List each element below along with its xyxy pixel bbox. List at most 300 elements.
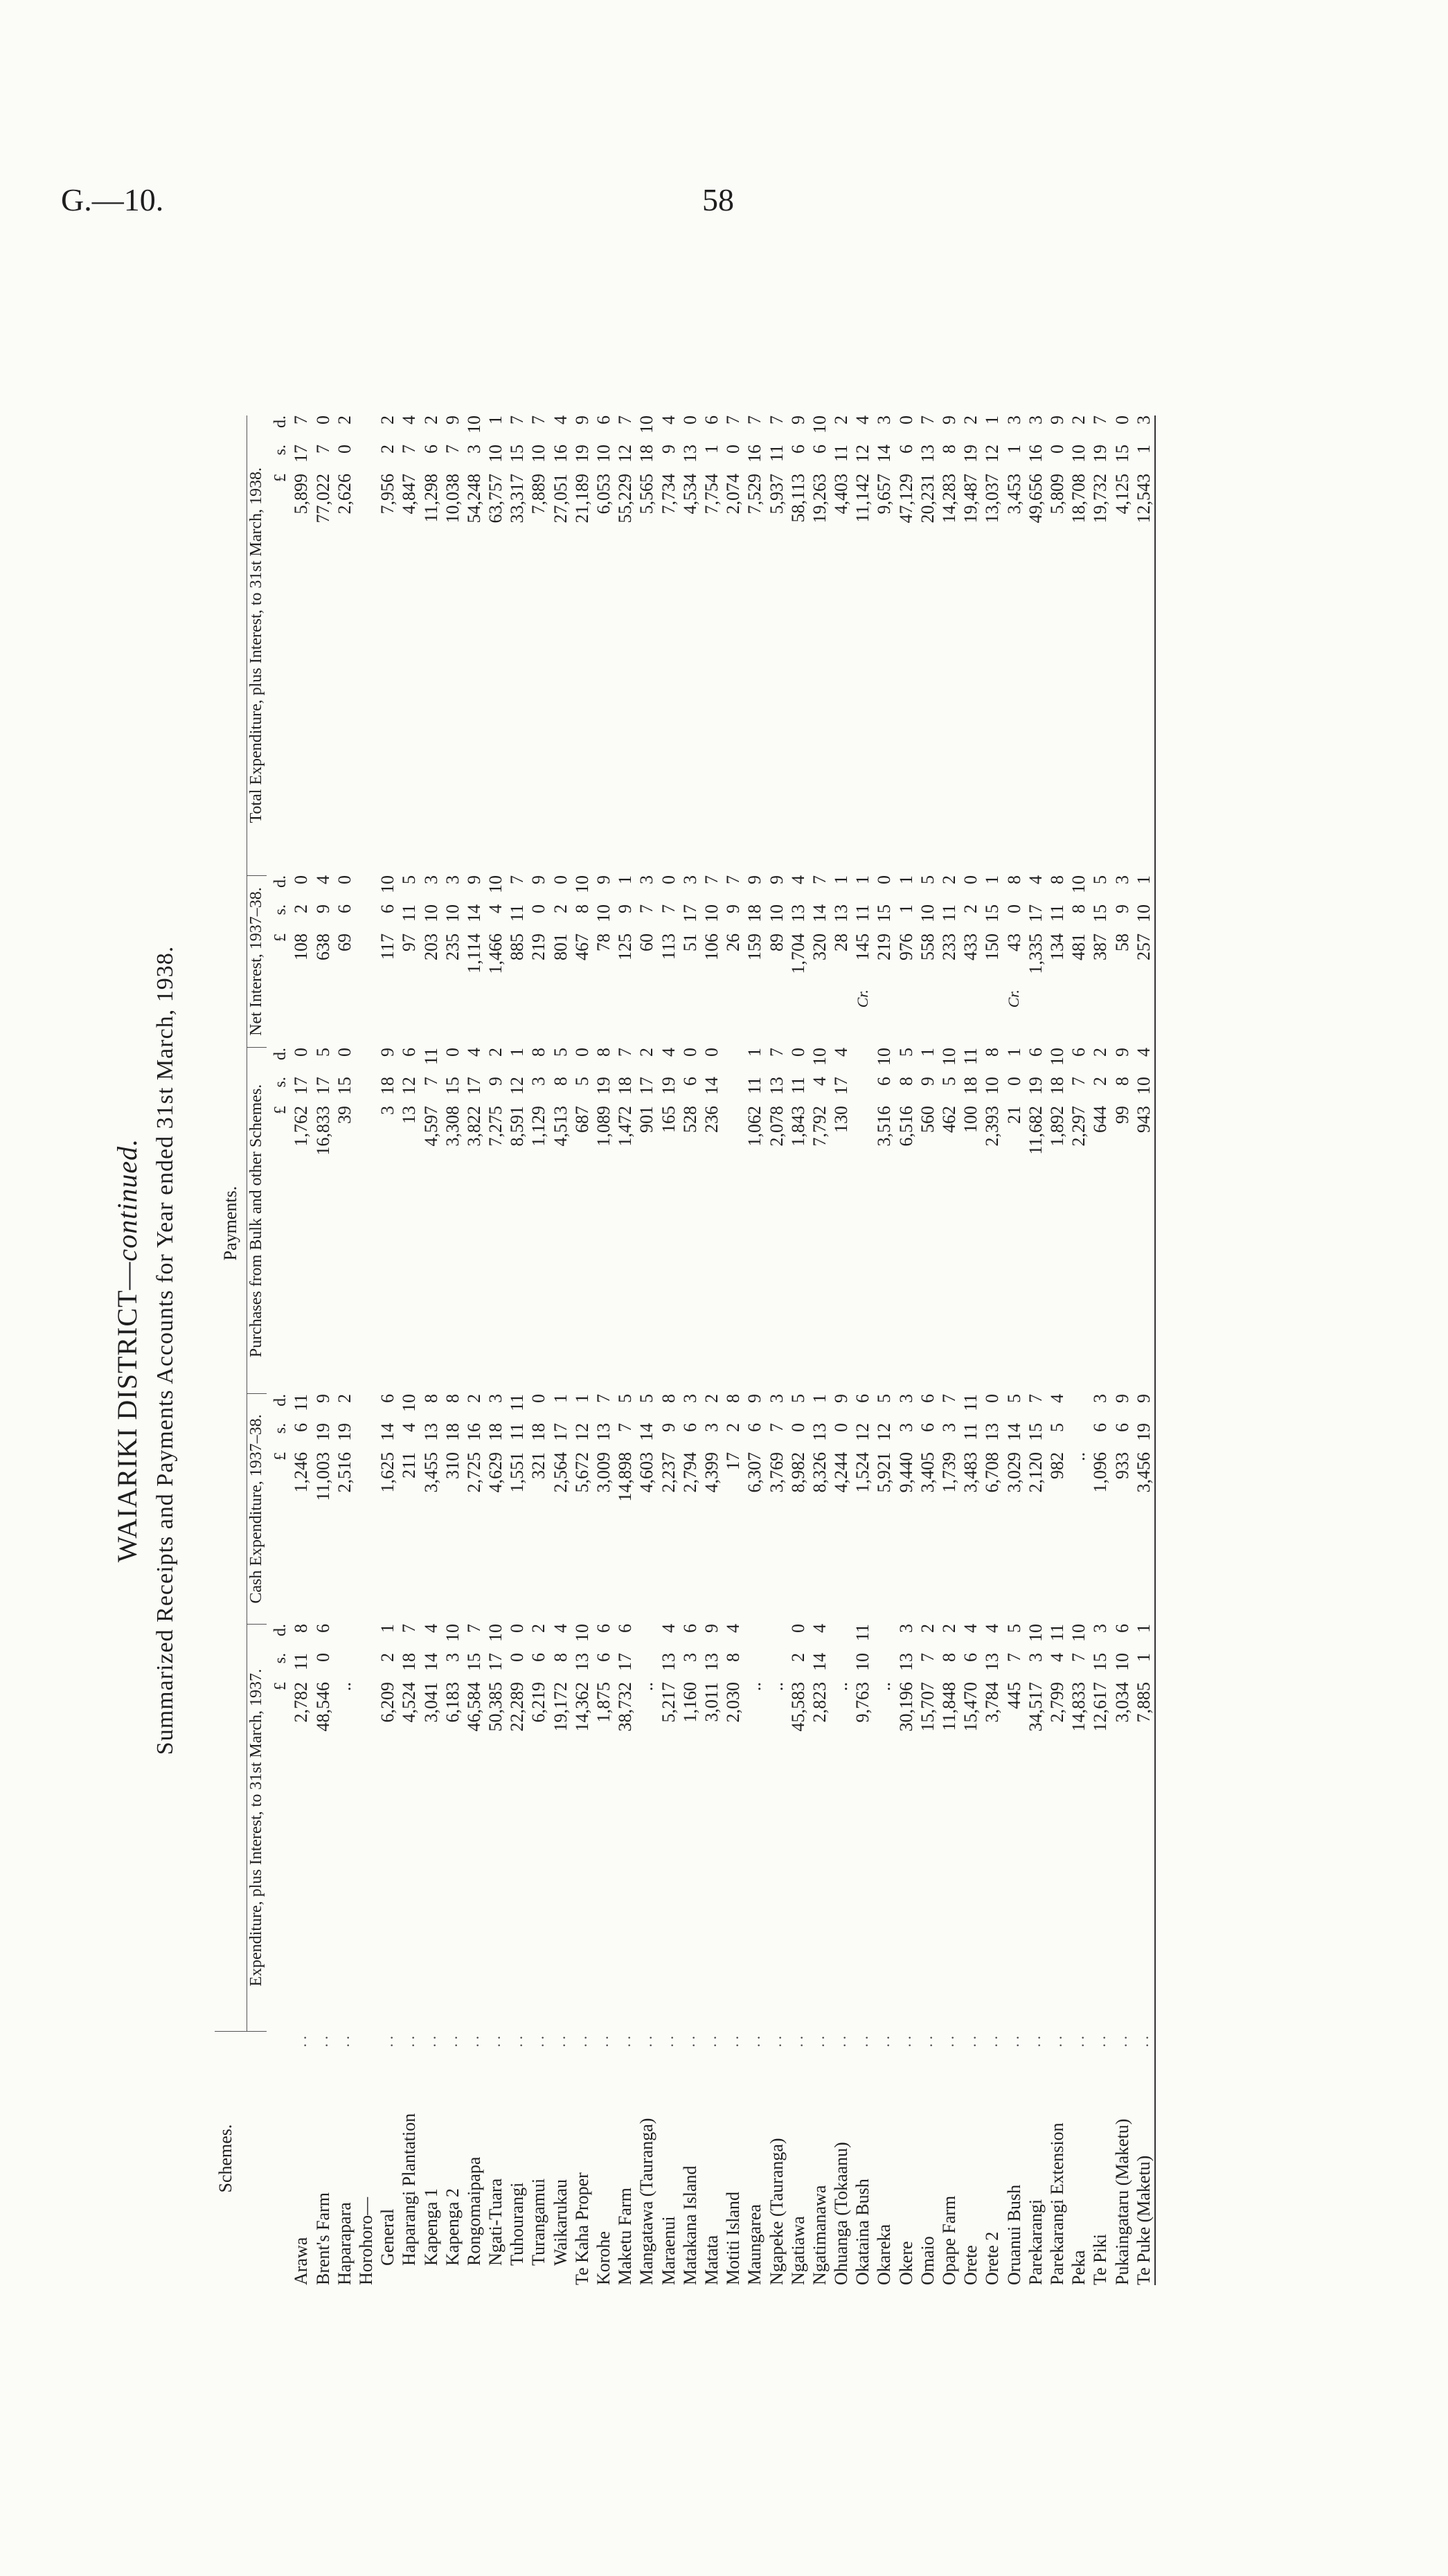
spacer: [787, 1366, 809, 1394]
total-pounds: 18,708: [1069, 474, 1089, 524]
scheme-name: General: [377, 2208, 398, 2266]
exp-shillings: 11: [291, 1653, 312, 1671]
exp-pounds: 9,763: [852, 1682, 873, 1723]
cash-shillings: 12: [571, 1422, 592, 1441]
spacer: [744, 1596, 765, 1624]
purch-pounds: 39: [334, 1106, 355, 1124]
exp-pence: 10: [485, 1624, 506, 1643]
interest-pounds: 467: [571, 933, 592, 961]
spacer: [981, 1020, 1003, 1048]
total-shillings: 19: [960, 445, 981, 463]
interest-shillings: 1: [895, 904, 916, 914]
exp-pence: 4: [723, 1624, 744, 1634]
spacer: [766, 1596, 787, 1624]
cash-pence: 1: [809, 1393, 830, 1403]
exp-pence: 4: [420, 1624, 441, 1634]
purch-pounds: 1,062: [744, 1106, 765, 1147]
table-row: [485, 415, 506, 2285]
scheme-name: Orete 2: [982, 2231, 1003, 2285]
table-row: [809, 415, 830, 2285]
total-shillings: 7: [442, 445, 463, 454]
spacer: [593, 2004, 614, 2032]
credit-mark: [420, 990, 442, 1020]
interest-pence: 4: [1025, 875, 1046, 885]
spacer: [658, 848, 679, 875]
interest-pounds: 1,466: [485, 933, 506, 974]
scheme-name: Arawa: [291, 2237, 312, 2285]
purch-pence: 4: [831, 1048, 852, 1057]
spacer: [960, 1366, 981, 1394]
total-shillings: 13: [679, 445, 700, 463]
credit-mark: [766, 990, 787, 1020]
exp-pence: [355, 1624, 377, 1653]
total-shillings: 19: [571, 445, 592, 463]
cash-pounds: 17: [723, 1451, 744, 1470]
exp-pounds: 1,875: [593, 1682, 614, 1723]
cash-shillings: 5: [1046, 1422, 1067, 1432]
exp-pounds: ..: [874, 1682, 895, 1692]
leader-dots: . .: [335, 2035, 353, 2048]
cash-pence: 0: [982, 1393, 1003, 1403]
purch-pounds: 687: [571, 1106, 592, 1133]
cash-pence: [355, 1394, 377, 1423]
purch-pence: 2: [485, 1048, 506, 1057]
spacer: [960, 1596, 981, 1624]
total-pounds: 7,754: [701, 474, 722, 515]
cash-pounds: 2,794: [679, 1451, 700, 1493]
table-row: [1046, 415, 1068, 2285]
scheme-name: Opape Farm: [939, 2195, 960, 2285]
credit-mark: [938, 990, 960, 1020]
interest-pence: 0: [658, 875, 679, 885]
purch-pounds: 16,833: [312, 1106, 333, 1156]
total-pounds: 33,317: [507, 474, 528, 524]
purch-pence: 1: [917, 1048, 938, 1057]
spacer: [981, 1596, 1003, 1624]
exp-shillings: 3: [679, 1653, 700, 1663]
purch-pence: 5: [895, 1048, 916, 1057]
scheme-name: Tuhourangi: [507, 2182, 528, 2266]
purch-pounds: 462: [939, 1106, 960, 1133]
leader-dots: . .: [1004, 2035, 1022, 2048]
exp-pounds: 50,385: [485, 1682, 506, 1732]
exp-pounds: ..: [636, 1682, 657, 1692]
cash-shillings: [1068, 1423, 1089, 1452]
purch-shillings: 12: [399, 1077, 420, 1095]
total-pounds: 6,053: [593, 474, 614, 515]
spacer: [1089, 848, 1111, 875]
spacer: [679, 1366, 701, 1394]
cash-pounds: 2,564: [550, 1451, 571, 1493]
purch-pence: 1: [507, 1048, 528, 1057]
credit-mark: [701, 990, 722, 1020]
purch-pounds: 560: [917, 1106, 938, 1133]
total-shillings: 16: [550, 445, 571, 463]
exp-pence: 5: [1003, 1624, 1024, 1634]
purch-pence: 8: [982, 1048, 1003, 1057]
total-pounds: 13,037: [982, 474, 1003, 524]
spacer: [334, 1366, 355, 1394]
exp-pence: 10: [1069, 1624, 1089, 1643]
col-header-total: Total Expenditure, plus Interest, to 31st March, 1938.: [247, 415, 267, 875]
interest-shillings: 14: [809, 904, 830, 923]
interest-pounds: 638: [312, 933, 333, 961]
spacer: [528, 2004, 549, 2032]
spacer: [917, 848, 938, 875]
purch-shillings: 5: [939, 1077, 960, 1086]
leader-dots: . .: [961, 2035, 979, 2048]
interest-pence: 9: [528, 875, 549, 885]
cash-pounds: 2,725: [463, 1451, 484, 1493]
scheme-name: Pukaingataru (Maketu): [1111, 2118, 1132, 2285]
spacer: [377, 1366, 398, 1394]
exp-shillings: 7: [1069, 1653, 1089, 1663]
total-pounds: 20,231: [917, 474, 938, 524]
table-row: [1068, 415, 1089, 2285]
exp-shillings: 15: [463, 1653, 484, 1672]
payments-header: Payments.: [215, 415, 247, 2032]
purch-pence: [355, 1048, 377, 1077]
leader-dots: . .: [637, 2035, 655, 2048]
exp-pence: [334, 1624, 355, 1653]
cash-shillings: 11: [507, 1422, 528, 1441]
cash-shillings: 13: [809, 1422, 830, 1441]
spacer: [1133, 848, 1155, 875]
spacer: [463, 1020, 485, 1048]
spacer: [701, 1596, 722, 1624]
purch-pence: 4: [658, 1048, 679, 1057]
interest-pounds: 117: [377, 933, 398, 960]
exp-pence: 1: [377, 1624, 398, 1634]
spacer: [420, 1366, 442, 1394]
interest-pounds: 51: [679, 933, 700, 952]
interest-shillings: 10: [917, 904, 938, 923]
cash-pence: 8: [658, 1393, 679, 1403]
leader-dots: . .: [681, 2035, 699, 2048]
spacer: [334, 848, 355, 875]
total-shillings: 15: [507, 445, 528, 463]
spacer: [1068, 2004, 1089, 2032]
cash-pounds: 3,455: [420, 1451, 441, 1493]
credit-mark: [1025, 990, 1046, 1020]
total-pence: 7: [766, 415, 787, 424]
interest-pounds: 320: [809, 933, 830, 961]
total-pounds: 11,298: [420, 474, 441, 523]
total-shillings: 6: [787, 445, 808, 454]
purch-pounds: 236: [701, 1106, 722, 1133]
rotated-table-block: [111, 415, 1240, 2285]
exp-shillings: [355, 1653, 377, 1682]
total-shillings: 6: [809, 445, 830, 454]
exp-shillings: 13: [571, 1653, 592, 1672]
total-shillings: 10: [593, 445, 614, 463]
cash-pence: 0: [528, 1393, 549, 1403]
purch-shillings: 18: [615, 1077, 636, 1095]
interest-pounds: 801: [550, 933, 571, 961]
exp-pounds: ..: [831, 1682, 852, 1692]
total-pounds: 19,732: [1090, 474, 1111, 524]
purch-pounds: 100: [960, 1106, 981, 1133]
interest-shillings: 15: [1090, 904, 1111, 923]
interest-pounds: [355, 933, 377, 990]
purch-pence: 7: [615, 1048, 636, 1057]
interest-pence: 7: [723, 875, 744, 885]
scheme-name: Ngati-Tuara: [485, 2178, 506, 2266]
interest-pounds: 885: [507, 933, 528, 961]
cash-pence: 8: [442, 1393, 463, 1403]
purch-pounds: 8,591: [507, 1106, 528, 1147]
interest-pence: 0: [960, 875, 981, 885]
purch-shillings: 11: [787, 1077, 808, 1095]
spacer: [312, 2004, 334, 2032]
spacer: [442, 1596, 463, 1624]
leader-dots: . .: [1091, 2035, 1109, 2048]
interest-pence: 10: [571, 875, 592, 894]
purch-pounds: 11,682: [1025, 1106, 1046, 1155]
total-pounds: 77,022: [312, 474, 333, 524]
purch-shillings: 17: [312, 1077, 333, 1095]
exp-shillings: 8: [939, 1653, 960, 1663]
purch-pounds: 1,762: [291, 1106, 312, 1147]
interest-shillings: 7: [636, 904, 657, 914]
cash-pence: 10: [399, 1393, 420, 1412]
spacer: [744, 1020, 765, 1048]
cash-shillings: 18: [485, 1422, 506, 1441]
cash-pence: 3: [895, 1393, 916, 1403]
spacer: [463, 848, 485, 875]
spacer: [1025, 2004, 1046, 2032]
spacer: [463, 2004, 485, 2032]
purch-shillings: 5: [571, 1077, 592, 1086]
cash-shillings: 3: [939, 1422, 960, 1432]
spacer: [593, 1596, 614, 1624]
credit-mark: [593, 990, 614, 1020]
table-row: [679, 415, 701, 2285]
scheme-name: Ngapeke (Tauranga): [766, 2138, 787, 2285]
interest-shillings: 11: [852, 904, 873, 922]
interest-pence: 4: [787, 875, 808, 885]
interest-shillings: 0: [1003, 904, 1024, 914]
exp-pounds: 22,289: [507, 1682, 528, 1732]
interest-shillings: 8: [571, 904, 592, 914]
interest-pence: 1: [982, 875, 1003, 885]
cash-pence: 5: [636, 1393, 657, 1403]
spacer: [312, 1596, 334, 1624]
total-shillings: 16: [744, 445, 765, 463]
leader-dots: . .: [1069, 2035, 1087, 2048]
purch-shillings: 7: [1069, 1077, 1089, 1086]
spacer: [571, 1596, 593, 1624]
interest-pounds: 97: [399, 933, 420, 952]
spacer: [420, 848, 442, 875]
total-shillings: 10: [528, 445, 549, 463]
exp-shillings: 8: [723, 1653, 744, 1663]
interest-pence: 5: [399, 875, 420, 885]
purch-shillings: 9: [917, 1077, 938, 1086]
interest-pence: 7: [701, 875, 722, 885]
purch-pounds: 3,308: [442, 1106, 463, 1147]
total-shillings: 16: [1025, 445, 1046, 463]
interest-pence: 2: [939, 875, 960, 885]
exp-pence: 4: [658, 1624, 679, 1634]
spacer: [442, 848, 463, 875]
interest-pence: 9: [744, 875, 765, 885]
purch-shillings: 10: [1133, 1077, 1155, 1106]
exp-pounds: 2,030: [723, 1682, 744, 1723]
exp-pence: [873, 1624, 895, 1653]
spacer: [636, 1596, 657, 1624]
purch-pence: 4: [463, 1048, 484, 1057]
interest-pence: 3: [679, 875, 700, 885]
cash-pence: 6: [377, 1393, 398, 1403]
table-row: [593, 415, 614, 2285]
scheme-name: Kapenga 1: [420, 2188, 441, 2266]
purch-pounds: 2,297: [1069, 1106, 1089, 1147]
credit-mark: [377, 990, 398, 1020]
total-pence: 7: [1090, 415, 1111, 424]
total-pence: 3: [1003, 415, 1024, 424]
interest-shillings: 15: [874, 904, 895, 923]
cash-pounds: ..: [1069, 1451, 1089, 1461]
cash-shillings: 11: [960, 1422, 981, 1441]
purch-pence: 11: [420, 1048, 441, 1066]
interest-pounds: 106: [701, 933, 722, 961]
purch-pounds: 130: [831, 1106, 852, 1133]
table-row: [830, 415, 852, 2285]
total-pence: 4: [399, 415, 420, 424]
spacer: [334, 2004, 355, 2032]
exp-shillings: 0: [507, 1653, 528, 1663]
purch-pounds: 13: [399, 1106, 420, 1124]
spacer: [506, 1596, 528, 1624]
spacer: [442, 2004, 463, 2032]
cash-pounds: 6,307: [744, 1451, 765, 1493]
purch-pence: 5: [312, 1048, 333, 1057]
spacer: [1111, 848, 1133, 875]
spacer: [355, 2004, 377, 2032]
cash-pence: 11: [291, 1393, 312, 1412]
credit-mark: [917, 990, 938, 1020]
table-row: [571, 415, 593, 2285]
total-shillings: 12: [982, 445, 1003, 463]
exp-pounds: 2,823: [809, 1682, 830, 1723]
interest-pounds: 145: [852, 933, 873, 961]
total-shillings: 7: [399, 445, 420, 454]
total-shillings: 2: [377, 445, 398, 454]
total-pence: 10: [809, 415, 830, 433]
purch-pence: 2: [1090, 1048, 1111, 1057]
interest-shillings: 10: [442, 904, 463, 923]
interest-pence: 7: [507, 875, 528, 885]
spacer: [593, 1366, 614, 1394]
total-shillings: 0: [1046, 445, 1067, 454]
exp-shillings: 2: [787, 1653, 808, 1663]
credit-mark: [571, 990, 593, 1020]
exp-shillings: [873, 1653, 895, 1682]
cash-shillings: 17: [550, 1422, 571, 1441]
scheme-name: Mangatawa (Tauranga): [636, 2118, 657, 2285]
total-shillings: [355, 445, 377, 474]
cash-shillings: 6: [1111, 1422, 1132, 1432]
interest-shillings: 9: [615, 904, 636, 914]
exp-shillings: 6: [960, 1653, 981, 1663]
spacer: [1068, 1596, 1089, 1624]
scheme-name: Te Kaha Proper: [571, 2172, 592, 2285]
total-pence: 7: [528, 415, 549, 424]
cash-shillings: 14: [1003, 1422, 1024, 1441]
credit-mark: [550, 990, 571, 1020]
interest-pence: 9: [766, 875, 787, 885]
cash-pounds: 3,483: [960, 1451, 981, 1493]
exp-pounds: ..: [334, 1682, 355, 1692]
scheme-name: Matata: [701, 2235, 722, 2285]
leader-dots: . .: [573, 2035, 591, 2048]
spacer: [485, 1020, 506, 1048]
spacer: [1133, 1596, 1155, 1624]
exp-pounds: 5,217: [658, 1682, 679, 1723]
cash-pounds: 933: [1111, 1451, 1132, 1479]
cash-shillings: 13: [982, 1422, 1003, 1441]
spacer: [528, 848, 549, 875]
interest-shillings: 6: [334, 904, 355, 914]
cash-pounds: 3,456: [1133, 1452, 1155, 1596]
cash-pounds: 1,524: [852, 1451, 873, 1493]
spacer: [830, 848, 852, 875]
table-row: [722, 415, 744, 2285]
purch-shillings: 19: [1025, 1077, 1046, 1095]
spacer: [852, 848, 873, 875]
total-shillings: 1: [1003, 445, 1024, 454]
interest-pence: 0: [874, 875, 895, 885]
table-row: [981, 415, 1003, 2285]
exp-pence: 2: [528, 1624, 549, 1634]
table-row: [355, 415, 377, 2285]
total-shillings: 7: [312, 445, 333, 454]
purch-pence: 4: [1133, 1048, 1155, 1077]
scheme-name: Matakana Island: [679, 2165, 700, 2285]
total-pounds: 12,543: [1133, 474, 1155, 848]
purch-pounds: 1,472: [615, 1106, 636, 1147]
table-row: [917, 415, 938, 2285]
total-shillings: 19: [1090, 445, 1111, 463]
total-pounds: 47,129: [895, 474, 916, 524]
interest-shillings: 10: [701, 904, 722, 923]
spacer: [463, 1596, 485, 1624]
cash-pounds: [355, 1452, 377, 1596]
cash-pence: 1: [571, 1393, 592, 1403]
spacer: [722, 848, 744, 875]
scheme-name: Ohuanga (Tokaanu): [831, 2142, 852, 2285]
spacer: [550, 2004, 571, 2032]
spacer: [1046, 1366, 1068, 1394]
leader-dots: . .: [1048, 2035, 1066, 2048]
exp-pence: 3: [895, 1624, 916, 1634]
scheme-name: Peka: [1069, 2250, 1089, 2285]
interest-pence: 3: [442, 875, 463, 885]
leader-dots: . .: [443, 2035, 461, 2048]
table-row: [1133, 415, 1155, 2285]
cash-pounds: 1,551: [507, 1451, 528, 1493]
table-row: [1003, 415, 1025, 2285]
exp-pounds: 3,011: [701, 1682, 722, 1722]
scheme-name: Brent's Farm: [312, 2192, 333, 2285]
total-pence: 0: [895, 415, 916, 424]
total-pence: 7: [917, 415, 938, 424]
total-pounds: 5,937: [766, 474, 787, 515]
spacer: [571, 848, 593, 875]
spacer: [463, 1366, 485, 1394]
interest-pounds: 1,704: [787, 933, 808, 974]
